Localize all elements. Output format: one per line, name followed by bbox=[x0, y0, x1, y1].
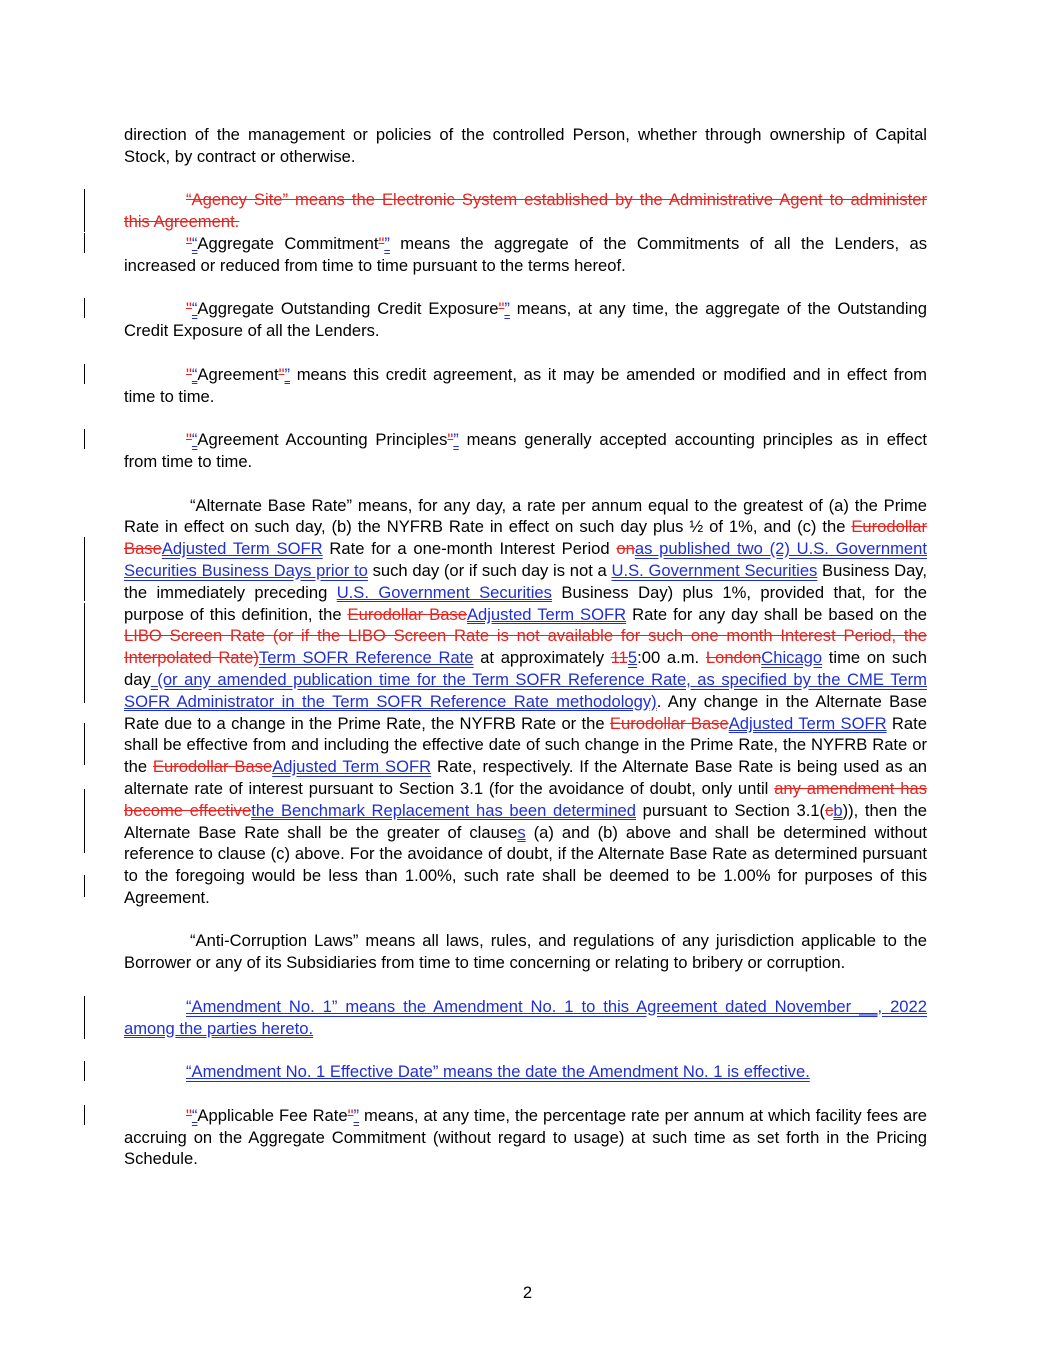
abr-text: Business Day) plus 1%, provided that, for the purpose of this definition, the bbox=[124, 582, 928, 624]
agreement-accounting-principles-definition bbox=[124, 429, 927, 473]
inserted-text: (or any amended publication time for the Term SOFR Reference Rate, as specified by the CME Term SOFR Administrator in the Term SOFR Reference Rate methodology) bbox=[124, 669, 927, 711]
inserted-text: U.S. Government Securities bbox=[611, 560, 818, 580]
anti-corruption-laws-definition: “Anti-Corruption Laws” means all laws, rules, and regulations of any jurisdiction applicable to the Borrower or any of its Subsidiaries from time to time concerning or relating to bribery or corruption. bbox=[124, 931, 927, 973]
inserted-text: s bbox=[517, 822, 526, 842]
abr-text: “Alternate Base Rate” means, for any day, a rate per annum equal to the greatest of (a) the Prime Rate in effect on such day, (b) the NYFRB Rate in effect on such day plus ½ of 1%, and (c) the bbox=[124, 495, 927, 537]
abr-text: :00 a.m. bbox=[637, 648, 706, 668]
defined-term: Agreement Accounting Principles bbox=[197, 430, 448, 450]
deleted-quote: " bbox=[378, 233, 385, 253]
abr-text: Rate shall be effective from and including the effective date of such change in the Prime Rate, the NYFRB Rate or the bbox=[124, 713, 927, 777]
deleted-text: London bbox=[705, 648, 762, 668]
aggregate-outstanding-credit-exposure-definition bbox=[124, 298, 927, 342]
deleted-text: 11 bbox=[610, 648, 628, 668]
document-body bbox=[124, 124, 927, 1192]
change-bar bbox=[84, 723, 85, 765]
deleted-text: Eurodollar Base bbox=[347, 604, 467, 624]
inserted-text: Adjusted Term SOFR bbox=[161, 539, 323, 559]
deleted-quote: " bbox=[186, 1105, 192, 1125]
definition-body: means, at any time, the percentage rate per annum at which facility fees are accruing on the Aggregate Commitment (without regard to usage) at such time as set forth in the Pricing Schedule. bbox=[124, 1105, 928, 1169]
deleted-text: LIBO Screen Rate (or if the LIBO Screen Rate is not available for such one month Interest Period, the Interpolated Rate) bbox=[124, 626, 927, 668]
abr-text: )), then the Alternate Base Rate shall be the greater of clause bbox=[124, 800, 927, 842]
deleted-text: on bbox=[616, 539, 635, 559]
change-bar bbox=[84, 996, 85, 1039]
definition-body: means this credit agreement, as it may be amended or modified and in effect from time to time. bbox=[124, 364, 927, 406]
inserted-text: Adjusted Term SOFR bbox=[272, 757, 432, 777]
deleted-text: Eurodollar Base bbox=[152, 757, 273, 777]
applicable-fee-rate-definition bbox=[124, 1105, 927, 1170]
change-bar bbox=[84, 1105, 85, 1125]
change-bar bbox=[84, 1061, 85, 1081]
inserted-quote: ” bbox=[453, 430, 459, 450]
change-bar bbox=[84, 364, 85, 384]
deleted-text: “Agency Site” means the Electronic System established by the Administrative Agent to administer this Agreement. bbox=[124, 190, 927, 232]
abr-text: such day (or if such day is not a bbox=[367, 560, 612, 580]
inserted-text: b bbox=[833, 800, 843, 820]
control-definition-tail: direction of the management or policies of the controlled Person, whether through ownership of Capital Stock, by contract or otherwise. bbox=[124, 125, 927, 166]
abr-text: Rate for a one-month Interest Period bbox=[322, 539, 617, 559]
inserted-quote: “ bbox=[191, 364, 198, 384]
deleted-quote: " bbox=[186, 299, 192, 319]
inserted-text: Term SOFR Reference Rate bbox=[258, 648, 474, 668]
agreement-definition bbox=[124, 364, 927, 408]
deleted-text: c bbox=[825, 800, 834, 820]
defined-term: Applicable Fee Rate bbox=[197, 1105, 348, 1125]
inserted-quote: ” bbox=[504, 299, 510, 319]
inserted-quote: ” bbox=[284, 364, 291, 384]
abr-text: Rate, respectively. If the Alternate Base Rate is being used as an alternate rate of interest pursuant to Section 3.1 (for the avoidance of doubt, only until bbox=[124, 757, 927, 798]
amendment-no1-effective-date-definition bbox=[124, 1061, 927, 1083]
inserted-quote: “ bbox=[191, 430, 198, 450]
definition-body: means the aggregate of the Commitments of all the Lenders, as increased or reduced from time to time pursuant to the terms hereof. bbox=[124, 233, 927, 275]
abr-text: Business Day, the immediately preceding bbox=[124, 560, 927, 602]
agency-site-definition bbox=[124, 189, 927, 233]
change-bar bbox=[84, 298, 85, 318]
inserted-text: Chicago bbox=[761, 648, 823, 668]
change-bar bbox=[84, 537, 85, 601]
deleted-quote: " bbox=[498, 299, 505, 319]
abr-text: Rate for any day shall be based on the bbox=[626, 604, 927, 624]
deleted-quote: " bbox=[447, 430, 454, 450]
deleted-quote: " bbox=[186, 430, 192, 450]
change-bar bbox=[84, 429, 85, 449]
inserted-text: Adjusted Term SOFR bbox=[728, 713, 887, 733]
change-bar bbox=[84, 603, 85, 703]
deleted-quote: " bbox=[347, 1105, 354, 1125]
abr-text: at approximately bbox=[473, 648, 611, 668]
inserted-text: “Amendment No. 1” means the Amendment No. 1 to this Agreement dated November __, 2022 among the parties hereto. bbox=[124, 996, 927, 1038]
inserted-text: the Benchmark Replacement has been determined bbox=[251, 800, 637, 820]
inserted-text: Adjusted Term SOFR bbox=[466, 604, 627, 624]
amendment-no1-definition bbox=[124, 996, 927, 1040]
aggregate-commitment-definition bbox=[124, 233, 927, 277]
deleted-quote: " bbox=[278, 364, 285, 384]
inserted-quote: “ bbox=[191, 299, 198, 319]
inserted-text: 5 bbox=[627, 648, 638, 668]
abr-text: . Any change in the Alternate Base Rate due to a change in the Prime Rate, the NYFRB Rate or the bbox=[124, 691, 927, 733]
deleted-text: Eurodollar Base bbox=[124, 517, 927, 559]
inserted-quote: ” bbox=[384, 233, 390, 253]
inserted-text: “Amendment No. 1 Effective Date” means the date the Amendment No. 1 is effective. bbox=[186, 1062, 810, 1082]
defined-term: Aggregate Commitment bbox=[197, 233, 379, 253]
change-bar bbox=[84, 875, 85, 897]
abr-text: pursuant to Section 3.1( bbox=[636, 800, 826, 820]
defined-term: Aggregate Outstanding Credit Exposure bbox=[197, 299, 499, 319]
change-bar bbox=[84, 233, 85, 253]
inserted-quote: ” bbox=[353, 1105, 360, 1125]
abr-text: time on such day bbox=[124, 648, 928, 689]
abr-text: (a) and (b) above and shall be determined without reference to clause (c) above. For the avoidance of doubt, if the Alternate Base Rate as determined pursuant to the foregoing would be less than 1.00%, such rate shall be deemed to be 1.00% for purposes of this Agreement. bbox=[124, 822, 927, 907]
page-number: 2 bbox=[522, 1283, 533, 1302]
deleted-text: any amendment has become effective bbox=[124, 778, 927, 820]
alternate-base-rate-definition bbox=[124, 495, 927, 909]
inserted-text: as published two (2) U.S. Government Securities Business Days prior to bbox=[124, 539, 927, 580]
inserted-quote: “ bbox=[191, 1105, 198, 1125]
change-bar bbox=[84, 789, 85, 853]
inserted-text: U.S. Government Securities bbox=[336, 582, 552, 602]
deleted-text: Eurodollar Base bbox=[609, 713, 729, 733]
inserted-quote: “ bbox=[191, 233, 198, 253]
defined-term: Agreement bbox=[197, 364, 279, 384]
definition-body: means, at any time, the aggregate of the Outstanding Credit Exposure of all the Lenders. bbox=[124, 299, 928, 341]
deleted-quote: " bbox=[186, 364, 192, 384]
definition-body: means generally accepted accounting principles as in effect from time to time. bbox=[124, 430, 927, 471]
deleted-quote: " bbox=[186, 233, 192, 253]
change-bar bbox=[84, 189, 85, 232]
